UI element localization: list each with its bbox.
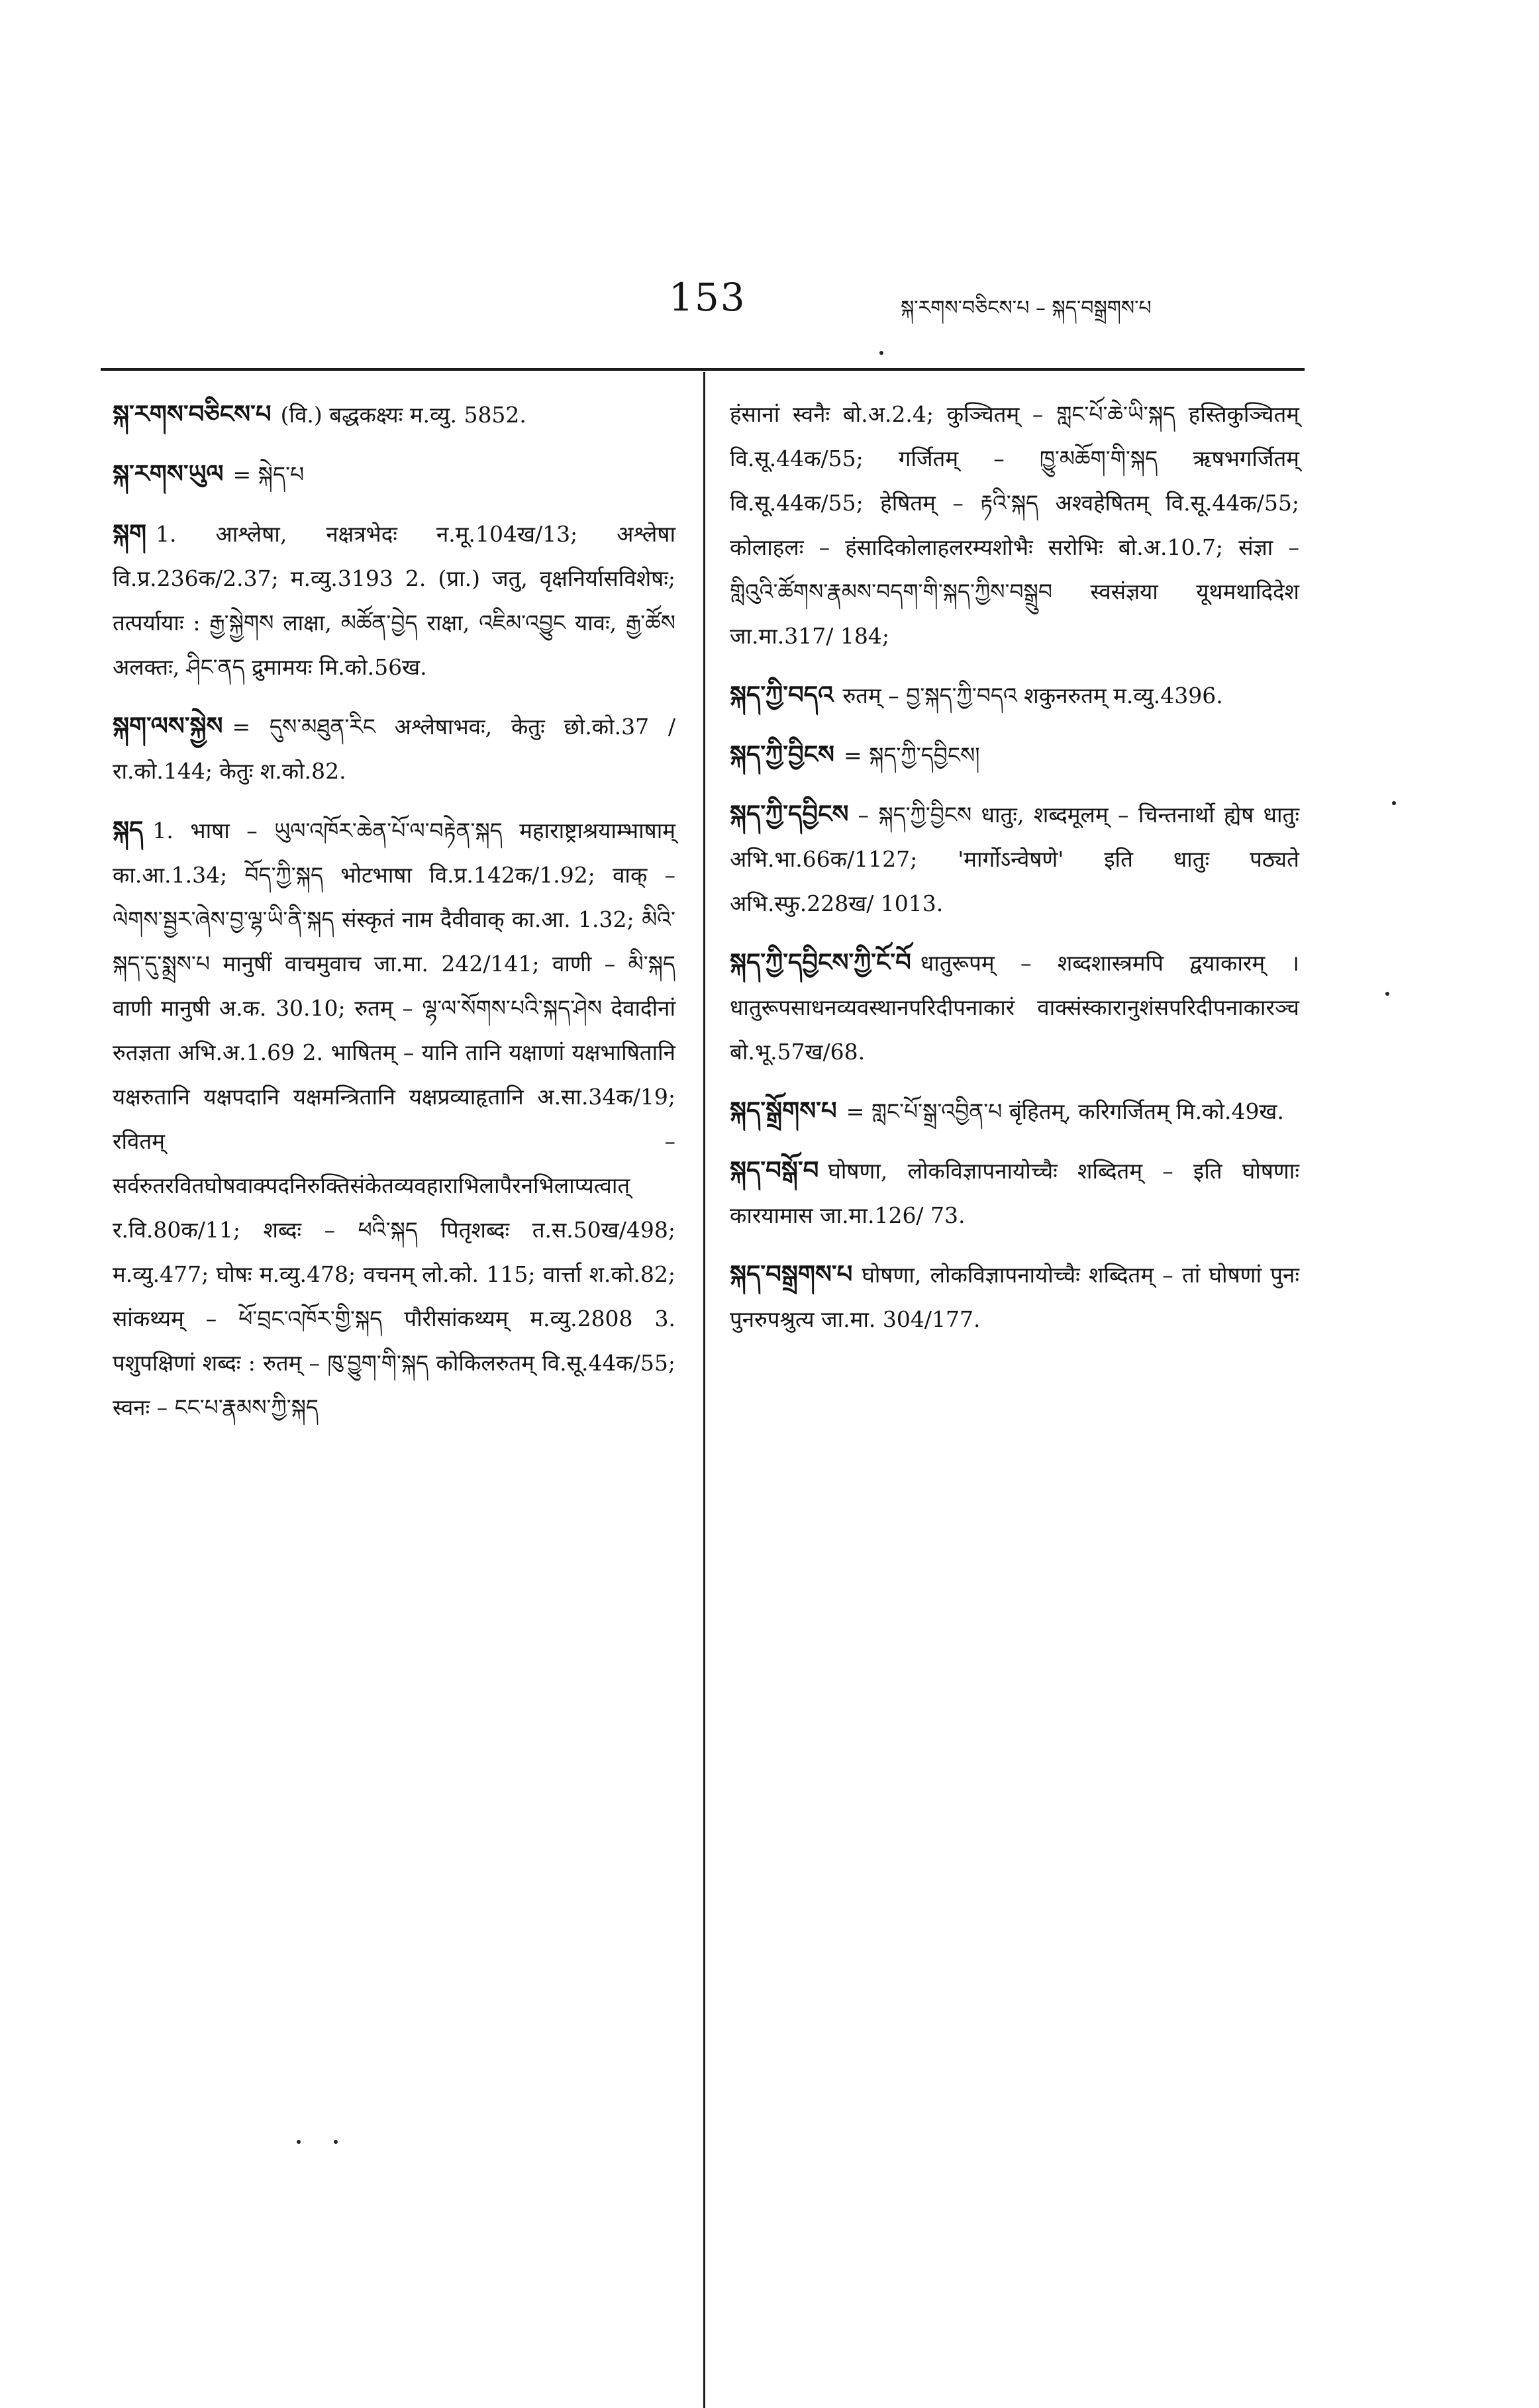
entry-body: धातुरूपम् – शब्दशास्त्रमपि द्वयाकारम् । धातुरूपसाधनव्यवस्थानपरिदीपनाकारं वाक्संस्कारानुशंसपरिदीपनाकारञ्च बो.भू.57ख/68.: [730, 950, 1299, 1065]
entry-headword: སྐད་སྒྲོགས་པ: [730, 1096, 837, 1125]
entry-body: घोषणा, लोकविज्ञापनायोच्चैः शब्दितम् – तां घोषणां पुनः पुनरुपश्रुत्य जा.मा. 304/177.: [730, 1262, 1299, 1332]
entry-headword: སྐད་བསྒོ་བ: [730, 1155, 819, 1184]
entry-body: हंसानां स्वनैः बो.अ.2.4; कुञ्चितम् – གླང་པོ་ཆེ་ཡི་སྐད हस्तिकुञ्चितम् वि.सू.44क/55; गर्जितम् – ཁྱུ་མཆོག་གི་སྐད ऋषभगर्जितम् वि.सू.44क/55; हेषितम् – རྟའི་སྐད अश्वहेषितम् वि.सू.44क/55; कोलाहलः – हंसादिकोलाहलरम्यशोभैः सरोभिः बो.अ.10.7; संज्ञा – གླིའུའི་ཚོགས་རྣམས་བདག་གི་སྐད་ཀྱིས་བསྒྲུབ स्वसंज्ञया यूथमथादिदेश जा.मा.317/ 184;: [730, 401, 1299, 649]
dictionary-entry: [113, 392, 675, 437]
scan-speck: [1392, 801, 1396, 805]
scan-speck: [879, 351, 883, 355]
entry-body: = སྐད་ཀྱི་དབྱིངས།: [844, 742, 980, 768]
entry-headword: སྐད་ཀྱི་དབྱིངས་ཀྱི་ངོ་བོ: [730, 947, 911, 977]
entry-body: = སྐེད་པ: [232, 461, 305, 487]
dictionary-entry: [113, 704, 675, 793]
entry-headword: སྐ་རགས་ཡུལ: [113, 459, 224, 488]
entry-body: रुतम् – བྱ་སྐད་ཀྱི་བདའ शकुनरुतम् म.व्यु.4396.: [842, 683, 1223, 708]
page-number: 153: [669, 275, 746, 320]
dictionary-entry: [113, 452, 675, 497]
dictionary-entry: [730, 1088, 1299, 1133]
scan-speck: [1385, 992, 1389, 996]
entry-headword: སྐག: [113, 518, 147, 548]
entry-body: – སྐད་ཀྱི་བྱིངས धातुः, शब्दमूलम् – चिन्तनार्थो ह्येष धातुः अभि.भा.66क/1127; 'मार्गोऽन्वेषणे' इति धातुः पठ्यते अभि.स्फु.228ख/ 1013.: [730, 802, 1299, 916]
entry-headword: སྐད་ཀྱི་དབྱིངས: [730, 799, 849, 828]
scan-speck: [297, 2140, 301, 2144]
entry-body: घोषणा, लोकविज्ञापनायोच्चैः शब्दितम् – इति घोषणाः कारयामास जा.मा.126/ 73.: [730, 1158, 1299, 1228]
entry-body: 1. आश्लेषा, नक्षत्रभेदः न.मू.104ख/13; अश्लेषा वि.प्र.236क/2.37; म.व्यु.3193 2. (प्रा.) जतु, वृक्षनिर्यासविशेषः; तत्पर्यायाः : རྒྱ་སྐྱེགས लाक्षा, མཚོན་བྱེད राक्षा, འཇིམ་འབྱུང यावः, རྒྱ་ཚོས अलक्तः, ཤིང་ནད द्रुमामयः मि.को.56ख.: [113, 521, 675, 680]
entry-headword: སྐད: [113, 815, 144, 844]
right-column: [730, 392, 1299, 1356]
header-rule: [101, 368, 1305, 371]
entry-headword: སྐད་ཀྱི་བདའ: [730, 680, 834, 709]
entry-body: = གླང་པོ་སྒྲ་འབྱིན་པ बृंहितम्, करिगर्जितम् मि.को.49ख.: [846, 1098, 1284, 1124]
entry-headword: སྐད་ཀྱི་བྱིངས: [730, 740, 835, 769]
dictionary-entry: [730, 940, 1299, 1074]
dictionary-entry: [730, 673, 1299, 718]
dictionary-entry: [730, 792, 1299, 926]
dictionary-entry: [730, 1252, 1299, 1341]
dictionary-entry-continued: [730, 392, 1299, 658]
left-column: [113, 392, 675, 1444]
scan-speck: [334, 2140, 338, 2144]
entry-body: = དུས་མཐུན་རིང अश्लेषाभवः, केतुः छो.को.37 / रा.को.144; केतुः श.को.82.: [113, 714, 675, 784]
entry-headword: སྐད་བསྒྲགས་པ: [730, 1259, 853, 1288]
dictionary-entry: [113, 808, 675, 1429]
dictionary-entry: [730, 732, 1299, 777]
entry-body: 1. भाषा – ཡུལ་འཁོར་ཆེན་པོ་ལ་བརྟེན་སྐད महाराष्ट्राश्रयाम्भाषाम् का.आ.1.34; བོད་ཀྱི་སྐད भोटभाषा वि.प्र.142क/1.92; वाक् – ལེགས་སྦྱར་ཞེས་བྱ་ལྷ་ཡི་ནི་སྐད संस्कृतं नाम दैवीवाक् का.आ. 1.32; མིའི་སྐད་དུ་སྨྲས་པ मानुषीं वाचमुवाच जा.मा. 242/141; वाणी – མི་སྐད वाणी मानुषी अ.क. 30.10; रुतम् – ལྷ་ལ་སོགས་པའི་སྐད་ཤེས देवादीनां रुतज्ञता अभि.अ.1.69 2. भाषितम् – यानि तानि यक्षाणां यक्षभाषितानि यक्षरुतानि यक्षपदानि यक्षमन्त्रितानि यक्षप्रव्याहृतानि अ.सा.34क/19; रवितम् – सर्वरुतरवितघोषवाक्पदनिरुक्तिसंकेतव्यवहाराभिलापैरनभिलाप्यत्वात् र.वि.80क/11; शब्दः – ཕའི་སྐད पितृशब्दः त.स.50ख/498; म.व्यु.477; घोषः म.व्यु.478; वचनम् लो.को. 115; वार्त्ता श.को.82; सांकथ्यम् – ཕོ་བྲང་འཁོར་གྱི་སྐད पौरीसांकथ्यम् म.व्यु.2808 3. पशुपक्षिणां शब्दः : रुतम् – ཁུ་བྱུག་གི་སྐད कोकिलरुतम् वि.सू.44क/55; स्वनः – ངང་པ་རྣམས་ཀྱི་སྐད: [113, 818, 675, 1420]
running-head: སྐ་རགས་བཅིངས་པ – སྐད་བསྒྲགས་པ: [901, 297, 1152, 320]
dictionary-entry: [730, 1148, 1299, 1237]
column-divider: [703, 372, 705, 2408]
entry-headword: སྐག་ལས་སྐྱེས: [113, 711, 223, 740]
entry-headword: སྐ་རགས་བཅིངས་པ: [113, 399, 272, 428]
dictionary-entry: [113, 511, 675, 689]
entry-body: (वि.) बद्धकक्ष्यः म.व्यु. 5852.: [280, 402, 526, 428]
